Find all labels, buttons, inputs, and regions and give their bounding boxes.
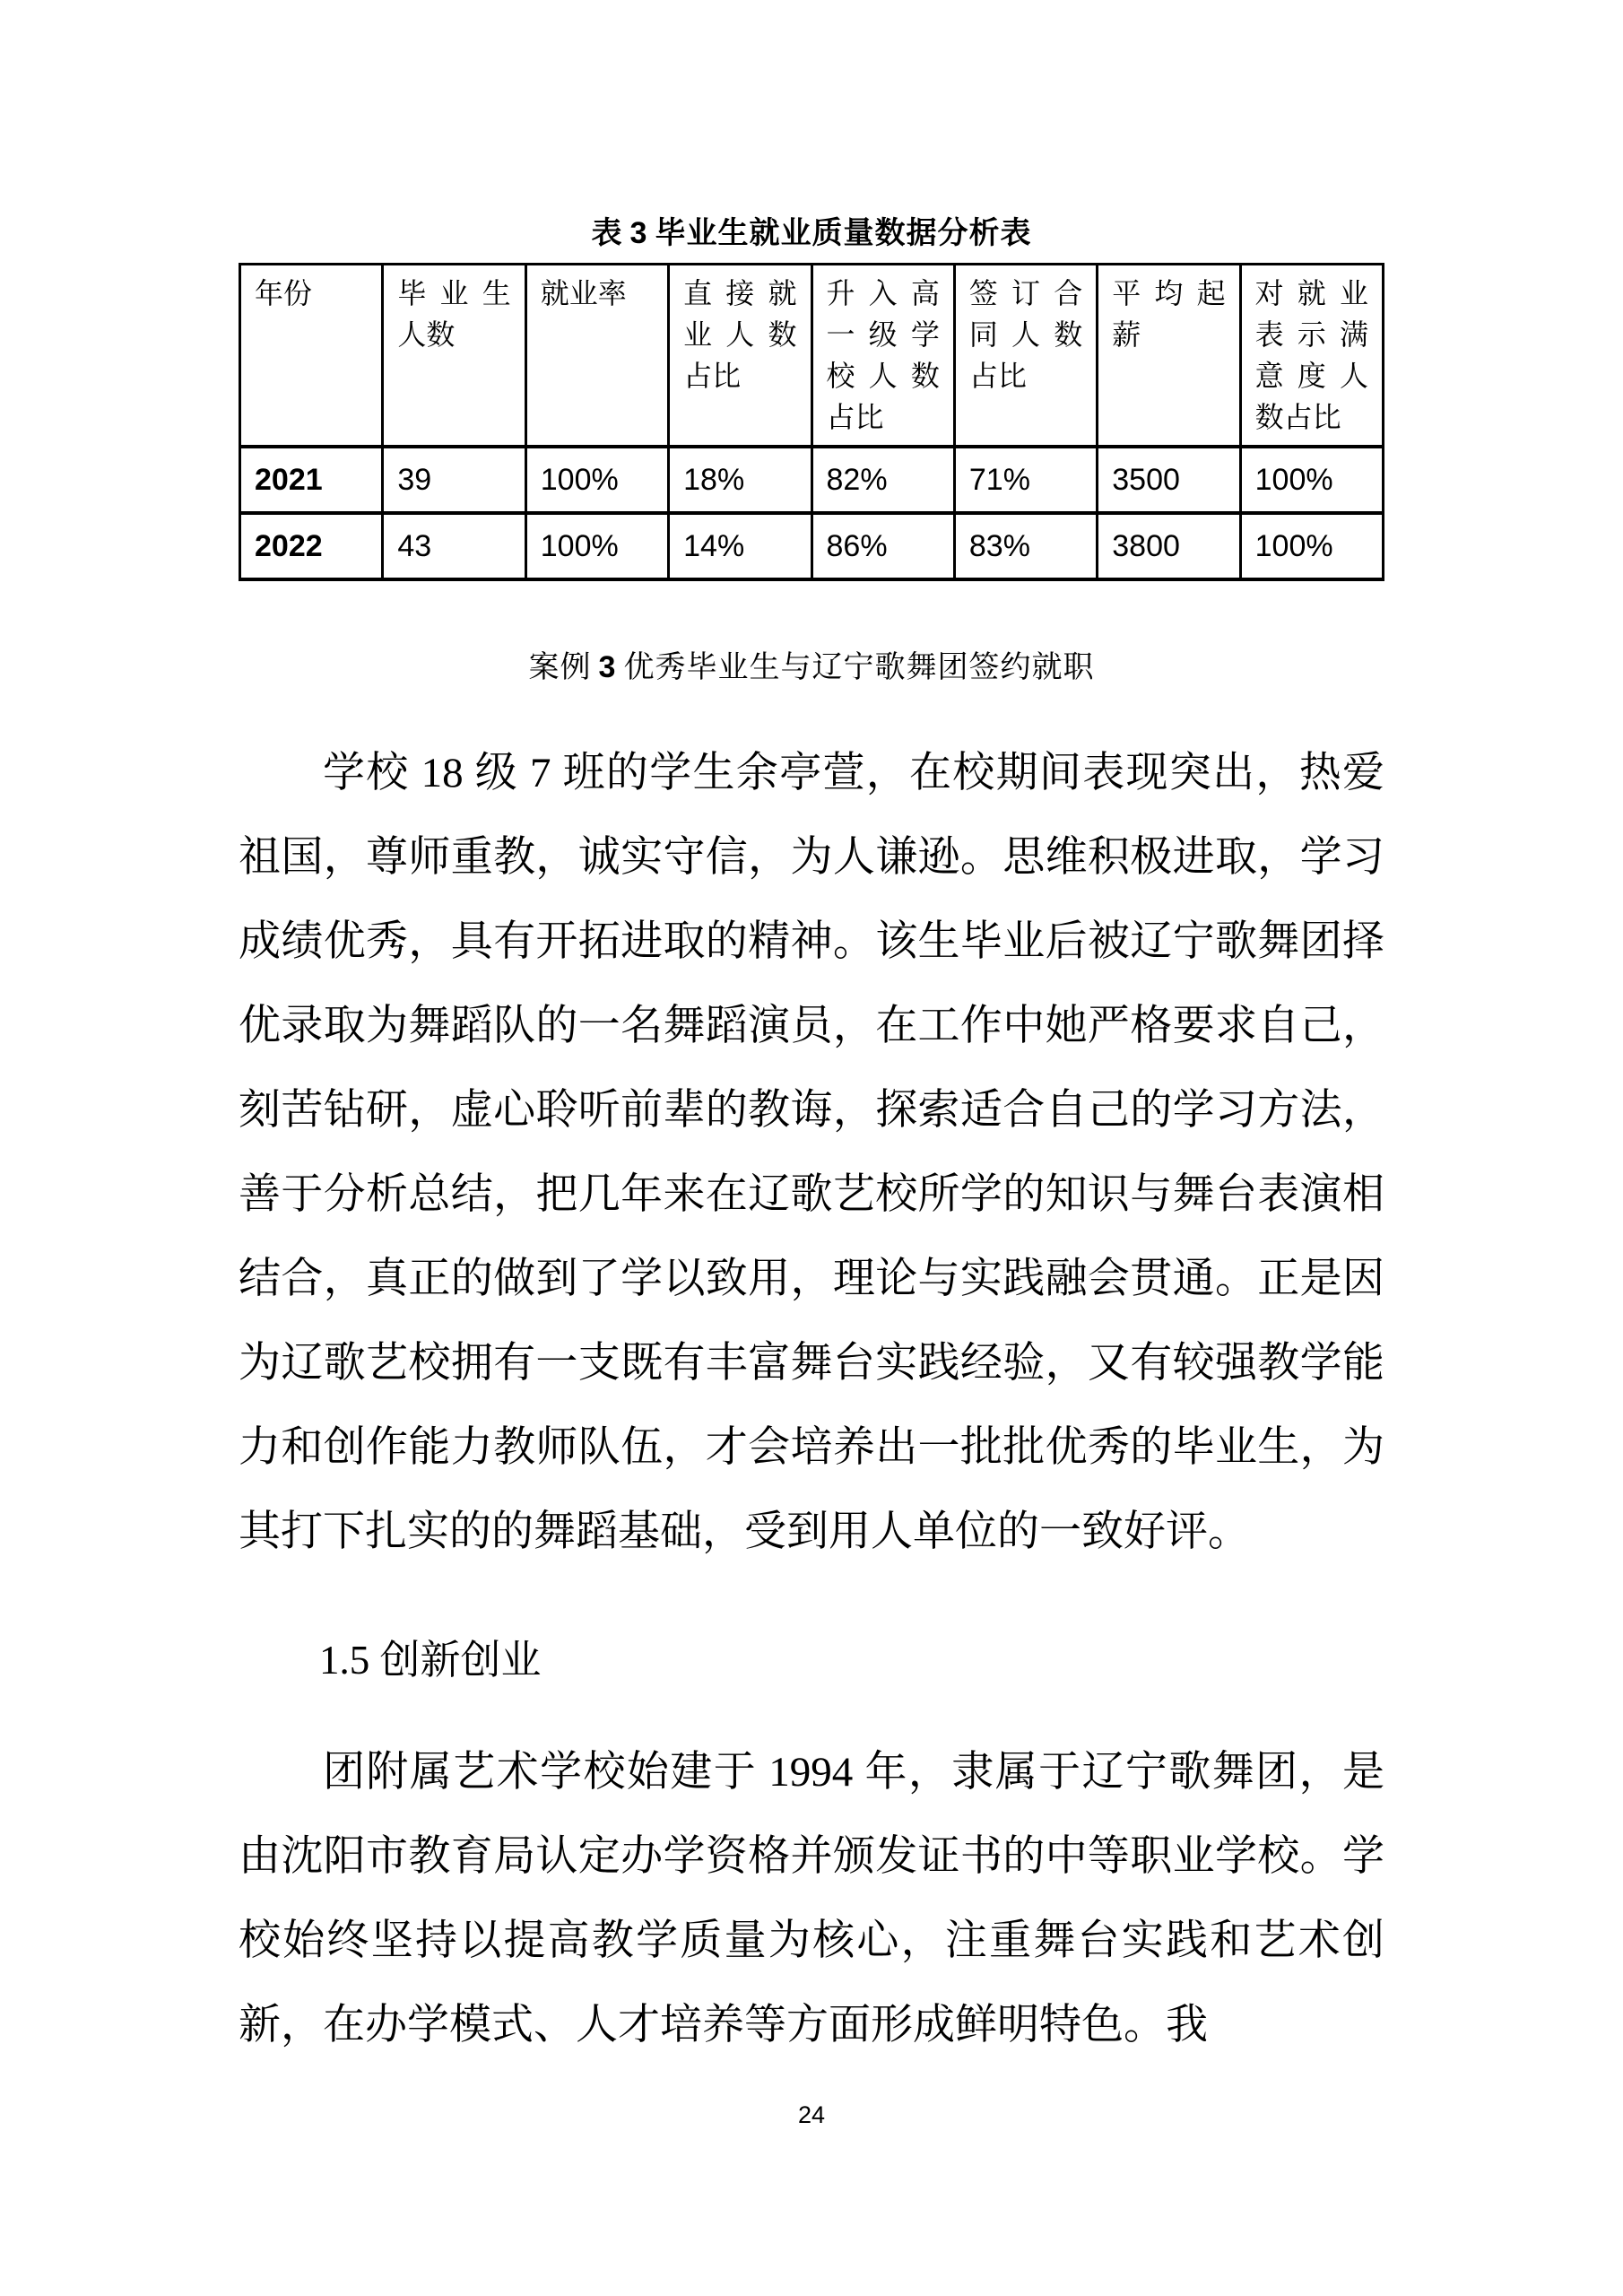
cell-direct-employment-ratio: 18% (669, 447, 812, 513)
header-cell-direct-employment-ratio: 直接就业人数占比 (669, 265, 812, 448)
cell-further-study-ratio: 82% (812, 447, 954, 513)
table-caption-text: 毕业生就业质量数据分析表 (655, 217, 1032, 250)
employment-quality-table (239, 263, 1384, 581)
header-cell-further-study-ratio: 升入高一级学校人数占比 (812, 265, 954, 448)
header-cell-graduate-count: 毕业生人数 (383, 265, 525, 448)
header-cell-year: 年份 (240, 265, 383, 448)
case-paragraph: 学校 18 级 7 班的学生余亭萱，在校期间表现突出，热爱祖国，尊师重教，诚实守信，为人谦逊。思维积极进取，学习成绩优秀，具有开拓进取的精神。该生毕业后被辽宁歌舞团择优录取为舞蹈队的一名舞蹈演员，在工作中她严格要求自己，刻苦钻研，虚心聆听前辈的教诲，探索适合自己的学习方法，善于分析总结，把几年来在辽歌艺校所学的知识与舞台表演相结合，真正的做到了学以致用，理论与实践融会贯通。正是因为辽歌艺校拥有一支既有丰富舞台实践经验，又有较强教学能力和创作能力教师队伍，才会培养出一批批优秀的毕业生，为其打下扎实的的舞蹈基础，受到用人单位的一致好评。 (239, 750, 1384, 1555)
cell-year: 2022 (240, 513, 383, 579)
document-page (239, 0, 1384, 2130)
cell-employment-rate: 100% (525, 513, 668, 579)
cell-year: 2021 (240, 447, 383, 513)
cell-satisfaction-ratio: 100% (1240, 447, 1383, 513)
case-heading-text: 优秀毕业生与辽宁歌舞团签约就职 (623, 651, 1095, 684)
cell-contract-signed-ratio: 83% (954, 513, 1097, 579)
cell-graduate-count: 43 (383, 513, 525, 579)
cell-satisfaction-ratio: 100% (1240, 513, 1383, 579)
header-cell-contract-signed-ratio: 签订合同人数占比 (954, 265, 1097, 448)
header-cell-employment-rate: 就业率 (525, 265, 668, 448)
cell-average-salary: 3800 (1098, 513, 1240, 579)
header-cell-satisfaction-ratio: 对就业表示满意度人数占比 (1240, 265, 1383, 448)
table-header-row (240, 265, 1384, 448)
cell-graduate-count: 39 (383, 447, 525, 513)
case-heading (239, 648, 1384, 688)
header-cell-average-salary: 平均起薪 (1098, 265, 1240, 448)
cell-employment-rate: 100% (525, 447, 668, 513)
table-row (240, 447, 1384, 513)
case-heading-label: 案例 (528, 651, 592, 684)
table-caption-label: 表 (591, 217, 623, 250)
section-heading: 1.5 创新创业 (319, 1638, 542, 1683)
table-row (240, 513, 1384, 579)
cell-average-salary: 3500 (1098, 447, 1240, 513)
cell-further-study-ratio: 86% (812, 513, 954, 579)
cell-direct-employment-ratio: 14% (669, 513, 812, 579)
page-number: 24 (797, 2101, 826, 2128)
section-paragraph: 团附属艺术学校始建于 1994 年，隶属于辽宁歌舞团，是由沈阳市教育局认定办学资格并颁发证书的中等职业学校。学校始终坚持以提高教学质量为核心，注重舞台实践和艺术创新，在办学模式、人才培养等方面形成鲜明特色。我 (239, 1749, 1384, 2048)
table-caption-number: 3 (629, 216, 648, 250)
table-caption (239, 213, 1384, 254)
cell-contract-signed-ratio: 71% (954, 447, 1097, 513)
case-heading-number: 3 (598, 650, 617, 684)
